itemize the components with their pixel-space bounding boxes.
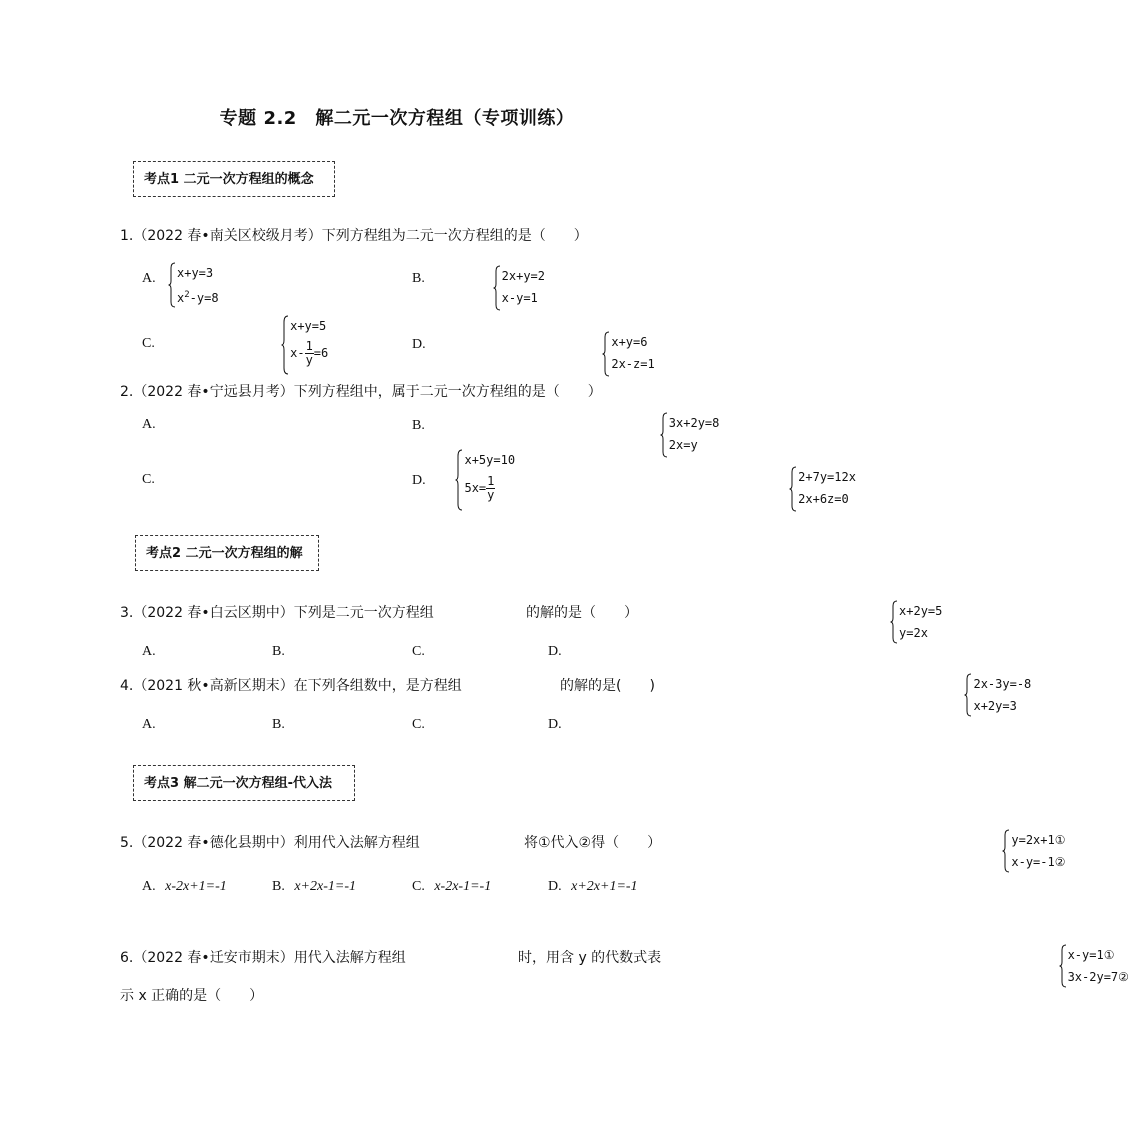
q3-option-c[interactable]: C. (412, 644, 425, 659)
q5-option-d-label: D. (548, 879, 562, 894)
q2-option-b-system[interactable] (660, 412, 720, 456)
q6-system (1059, 944, 1129, 988)
q1-a-eq2-base: x (177, 291, 185, 305)
q2-c-eq2-pre: 5x= (464, 481, 487, 495)
q5-option-d[interactable] (548, 879, 638, 895)
question-4-stem-post: 的解的是( ) (560, 678, 655, 694)
q3-eq2: y=2x (899, 626, 928, 640)
kaodian-1-box: 考点1 二元一次方程组的概念 (133, 161, 335, 197)
q4-option-b[interactable]: B. (272, 717, 285, 732)
brace-icon (1059, 944, 1067, 988)
q1-b-eq1: 2x+y=2 (501, 269, 546, 283)
q1-a-eq2-sup: 2 (184, 290, 190, 300)
q1-b-eq2: x-y=1 (501, 291, 538, 305)
q1-d-eq1: x+y=6 (611, 335, 648, 349)
q1-option-b-system[interactable] (493, 265, 545, 309)
q1-option-d-label: D. (412, 337, 426, 352)
q1-a-eq1: x+y=3 (177, 266, 214, 280)
brace-icon (602, 331, 610, 377)
q1-a-eq2-rest: -y=8 (189, 291, 219, 305)
q1-option-a-system[interactable] (168, 262, 219, 309)
brace-icon (281, 315, 289, 375)
q4-system (964, 673, 1031, 717)
kaodian-2-box: 考点2 二元一次方程组的解 (135, 535, 319, 571)
q4-option-c[interactable]: C. (412, 717, 425, 732)
q5-option-a-label: A. (142, 879, 156, 894)
q5-option-c[interactable] (412, 879, 491, 895)
q4-eq2: x+2y=3 (973, 699, 1017, 713)
q3-system (890, 600, 942, 644)
question-3-stem-pre: 3.（2022 春•白云区期中）下列是二元一次方程组 (120, 605, 434, 621)
q1-c-eq2-pre: x- (290, 346, 305, 360)
question-6-stem-post: 时，用含 y 的代数式表 (518, 950, 662, 966)
q1-option-c-system[interactable] (281, 315, 328, 369)
q5-option-b[interactable] (272, 879, 356, 895)
q1-c-eq2-post: =6 (313, 346, 329, 360)
kaodian-3-box: 考点3 解二元一次方程组-代入法 (133, 765, 355, 801)
brace-icon (168, 262, 176, 308)
brace-icon (789, 466, 797, 512)
q5-option-b-label: B. (272, 879, 285, 894)
q5-option-a-expr: x-2x+1=-1 (165, 879, 227, 894)
brace-icon (493, 265, 501, 311)
q2-option-c-system[interactable] (455, 449, 515, 505)
q3-option-b[interactable]: B. (272, 644, 285, 659)
q2-b-eq1: 3x+2y=8 (668, 416, 720, 430)
q2-option-b-label: B. (412, 418, 425, 433)
q2-option-d-system[interactable] (789, 466, 856, 510)
q6-eq2: 3x-2y=7② (1067, 970, 1129, 984)
q1-c-frac-den: y (305, 353, 313, 367)
question-2-stem: 2.（2022 春•宁远县月考）下列方程组中，属于二元一次方程组的是（ ） (120, 384, 602, 400)
question-5-stem-post: 将①代入②得（ ） (524, 835, 662, 851)
q2-c-frac-den: y (487, 488, 495, 502)
question-6-stem-pre: 6.（2022 春•迁安市期末）用代入法解方程组 (120, 950, 406, 966)
question-1-stem: 1.（2022 春•南关区校级月考）下列方程组为二元一次方程组的是（ ） (120, 228, 588, 244)
q3-option-d[interactable]: D. (548, 644, 562, 659)
q4-option-d[interactable]: D. (548, 717, 562, 732)
question-3-stem-post: 的解的是（ ） (526, 605, 638, 621)
q5-option-b-expr: x+2x-1=-1 (294, 879, 356, 894)
q1-option-a-label: A. (142, 271, 156, 286)
question-5-stem-pre: 5.（2022 春•德化县期中）利用代入法解方程组 (120, 835, 420, 851)
q2-option-d-label: D. (412, 473, 426, 488)
q5-system (1002, 829, 1065, 873)
q1-option-c-label: C. (142, 336, 155, 351)
brace-icon (1002, 829, 1010, 873)
q5-eq2: x-y=-1② (1011, 855, 1066, 869)
brace-icon (890, 600, 898, 644)
q5-option-c-expr: x-2x-1=-1 (434, 879, 492, 894)
q3-eq1: x+2y=5 (899, 604, 943, 618)
q5-option-d-expr: x+2x+1=-1 (571, 879, 638, 894)
q4-option-a[interactable]: A. (142, 717, 156, 732)
q2-d-eq1: 2+7y=12x (798, 470, 856, 484)
q2-option-c-label: C. (142, 472, 155, 487)
question-4-stem-pre: 4.（2021 秋•高新区期末）在下列各组数中，是方程组 (120, 678, 462, 694)
q3-option-a[interactable]: A. (142, 644, 156, 659)
q5-option-a[interactable] (142, 879, 227, 895)
q1-c-eq1: x+y=5 (290, 319, 327, 333)
q1-c-frac-num: 1 (305, 339, 313, 353)
q6-eq1: x-y=1① (1067, 948, 1115, 962)
brace-icon (964, 673, 972, 717)
q5-eq1: y=2x+1① (1011, 833, 1066, 847)
q2-c-eq1: x+5y=10 (464, 453, 516, 467)
question-6-line2: 示 x 正确的是（ ） (120, 988, 264, 1004)
q2-d-eq2: 2x+6z=0 (798, 492, 849, 506)
brace-icon (660, 412, 668, 458)
q4-eq1: 2x-3y=-8 (973, 677, 1032, 691)
q1-option-d-system[interactable] (602, 331, 654, 375)
q2-option-a-label[interactable]: A. (142, 417, 156, 432)
q1-d-eq2: 2x-z=1 (611, 357, 655, 371)
q5-option-c-label: C. (412, 879, 425, 894)
brace-icon (455, 449, 463, 511)
page-title: 专题 2.2 解二元一次方程组（专项训练） (219, 108, 575, 129)
q2-b-eq2: 2x=y (668, 438, 698, 452)
q1-option-b-label: B. (412, 271, 425, 286)
q2-c-frac-num: 1 (487, 474, 495, 488)
